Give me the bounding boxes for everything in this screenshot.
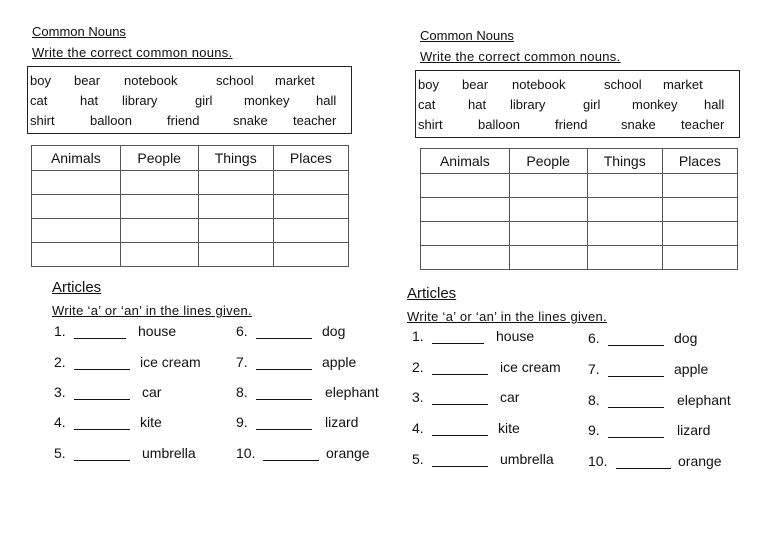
articles-title: Articles (52, 279, 102, 296)
answer-cell[interactable] (421, 174, 510, 198)
table-header-row (32, 146, 349, 171)
word-row (28, 93, 351, 113)
word-row (416, 117, 739, 137)
common-nouns-instruction: Write the correct common nouns. (420, 49, 621, 64)
item-word: orange (678, 453, 722, 469)
answer-line[interactable] (432, 343, 484, 344)
answer-cell[interactable] (509, 174, 587, 198)
answer-cell[interactable] (662, 246, 737, 270)
answer-line[interactable] (74, 460, 130, 461)
word: hat (468, 97, 487, 112)
answer-cell[interactable] (32, 171, 121, 195)
table-row (32, 243, 349, 267)
item-number: 6. (588, 330, 600, 346)
word: friend (555, 117, 588, 132)
item-word: house (496, 328, 535, 344)
word: boy (30, 73, 51, 88)
answer-cell[interactable] (273, 243, 348, 267)
word: cat (30, 93, 48, 108)
answer-cell[interactable] (509, 198, 587, 222)
item-word: lizard (677, 422, 711, 438)
answer-line[interactable] (432, 404, 488, 405)
answer-cell[interactable] (32, 195, 121, 219)
item-number: 9. (236, 414, 248, 430)
header-things: Things (587, 149, 662, 174)
word: friend (167, 113, 200, 128)
common-nouns-title: Common Nouns (32, 24, 126, 39)
word: teacher (293, 113, 337, 128)
answer-line[interactable] (74, 429, 130, 430)
item-word: ice cream (140, 354, 201, 370)
word: monkey (632, 97, 678, 112)
word: library (122, 93, 158, 108)
item-word: orange (326, 445, 370, 461)
word: shirt (418, 117, 443, 132)
table-row (32, 171, 349, 195)
item-number: 9. (588, 422, 600, 438)
answer-line[interactable] (256, 369, 312, 370)
answer-line[interactable] (74, 399, 130, 400)
answer-line[interactable] (74, 338, 126, 339)
item-number: 6. (236, 323, 248, 339)
answer-cell[interactable] (32, 219, 121, 243)
item-number: 1. (412, 328, 424, 344)
word: balloon (90, 113, 132, 128)
word: hall (316, 93, 337, 108)
table-header-row (421, 149, 738, 174)
item-number: 10. (588, 453, 608, 469)
answer-line[interactable] (256, 429, 312, 430)
answer-cell[interactable] (198, 171, 273, 195)
header-things: Things (198, 146, 273, 171)
item-word: kite (140, 414, 162, 430)
item-word: elephant (677, 392, 731, 408)
item-number: 5. (412, 451, 424, 467)
answer-line[interactable] (432, 466, 488, 467)
answer-cell[interactable] (273, 195, 348, 219)
word: school (604, 77, 642, 92)
header-animals: Animals (32, 146, 121, 171)
word: library (510, 97, 546, 112)
table-row (32, 195, 349, 219)
item-word: apple (674, 361, 709, 377)
item-word: umbrella (500, 451, 554, 467)
table-row (421, 198, 738, 222)
word-bank (27, 66, 352, 134)
item-word: lizard (325, 414, 359, 430)
item-number: 5. (54, 445, 66, 461)
item-number: 7. (588, 361, 600, 377)
word: girl (195, 93, 213, 108)
word-row (416, 77, 739, 97)
answer-line[interactable] (608, 437, 664, 438)
item-number: 3. (412, 389, 424, 405)
item-word: elephant (325, 384, 379, 400)
header-places: Places (273, 146, 348, 171)
word: boy (418, 77, 439, 92)
word: teacher (681, 117, 725, 132)
answer-line[interactable] (263, 460, 319, 461)
answer-line[interactable] (256, 399, 312, 400)
answer-cell[interactable] (120, 243, 198, 267)
word: cat (418, 97, 436, 112)
answer-line[interactable] (256, 338, 312, 339)
answer-cell[interactable] (587, 222, 662, 246)
answer-cell[interactable] (587, 174, 662, 198)
word: notebook (124, 73, 178, 88)
answer-line[interactable] (616, 468, 671, 469)
answer-line[interactable] (608, 407, 664, 408)
answer-cell[interactable] (587, 198, 662, 222)
answer-cell[interactable] (198, 219, 273, 243)
item-word: umbrella (142, 445, 196, 461)
item-word: kite (498, 420, 520, 436)
word: hall (704, 97, 725, 112)
item-word: house (138, 323, 177, 339)
item-number: 3. (54, 384, 66, 400)
word: market (663, 77, 703, 92)
answer-line[interactable] (432, 435, 488, 436)
answer-line[interactable] (74, 369, 130, 370)
word: bear (462, 77, 489, 92)
word-row (28, 113, 351, 133)
answer-cell[interactable] (273, 219, 348, 243)
answer-line[interactable] (432, 374, 488, 375)
word-row (28, 73, 351, 93)
common-nouns-instruction: Write the correct common nouns. (32, 45, 233, 60)
worksheet-right (388, 0, 768, 543)
answer-cell[interactable] (587, 246, 662, 270)
table-row (421, 174, 738, 198)
word: shirt (30, 113, 55, 128)
answer-cell[interactable] (120, 171, 198, 195)
answer-cell[interactable] (273, 171, 348, 195)
word: market (275, 73, 315, 88)
noun-category-table (31, 145, 349, 267)
answer-cell[interactable] (421, 222, 510, 246)
word: girl (583, 97, 601, 112)
answer-cell[interactable] (662, 198, 737, 222)
item-word: car (142, 384, 162, 400)
word: school (216, 73, 254, 88)
item-number: 2. (412, 359, 424, 375)
word-row (416, 97, 739, 117)
table-row (421, 246, 738, 270)
item-word: apple (322, 354, 357, 370)
articles-instruction: Write ‘a’ or ‘an’ in the lines given. (52, 303, 252, 318)
articles-instruction: Write ‘a’ or ‘an’ in the lines given. (407, 309, 607, 324)
word: balloon (478, 117, 520, 132)
item-number: 8. (236, 384, 248, 400)
item-number: 10. (236, 445, 256, 461)
answer-cell[interactable] (421, 198, 510, 222)
header-animals: Animals (421, 149, 510, 174)
word: notebook (512, 77, 566, 92)
answer-cell[interactable] (509, 246, 587, 270)
word: bear (74, 73, 101, 88)
answer-line[interactable] (608, 376, 664, 377)
answer-cell[interactable] (120, 219, 198, 243)
header-places: Places (662, 149, 737, 174)
header-people: People (509, 149, 587, 174)
word-bank (415, 70, 740, 138)
answer-cell[interactable] (120, 195, 198, 219)
answer-cell[interactable] (32, 243, 121, 267)
item-number: 7. (236, 354, 248, 370)
item-number: 4. (54, 414, 66, 430)
word: snake (621, 117, 656, 132)
answer-cell[interactable] (662, 222, 737, 246)
item-number: 1. (54, 323, 66, 339)
item-number: 4. (412, 420, 424, 436)
answer-cell[interactable] (198, 195, 273, 219)
answer-line[interactable] (608, 345, 664, 346)
table-row (32, 219, 349, 243)
word: snake (233, 113, 268, 128)
noun-category-table (420, 148, 738, 270)
header-people: People (120, 146, 198, 171)
word: monkey (244, 93, 290, 108)
answer-cell[interactable] (198, 243, 273, 267)
articles-title: Articles (407, 285, 457, 302)
answer-cell[interactable] (509, 222, 587, 246)
common-nouns-title: Common Nouns (420, 28, 514, 43)
answer-cell[interactable] (662, 174, 737, 198)
item-word: dog (674, 330, 698, 346)
item-word: dog (322, 323, 346, 339)
item-word: car (500, 389, 520, 405)
item-number: 2. (54, 354, 66, 370)
answer-cell[interactable] (421, 246, 510, 270)
table-row (421, 222, 738, 246)
item-word: ice cream (500, 359, 561, 375)
item-number: 8. (588, 392, 600, 408)
word: hat (80, 93, 99, 108)
